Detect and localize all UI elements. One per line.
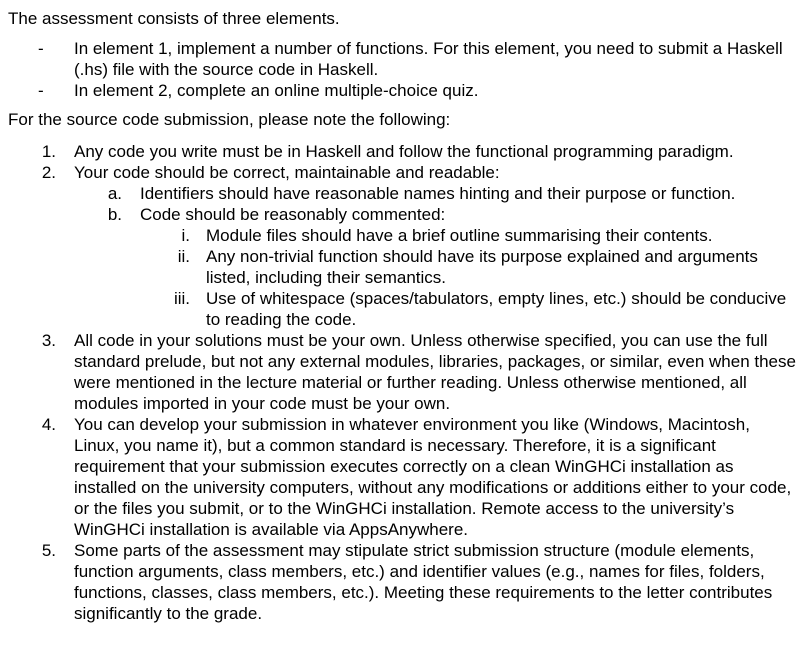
rule-item-2 (0, 162, 802, 183)
rule-item-3 (0, 330, 802, 414)
list-marker: 5. (41, 541, 56, 560)
list-item-text: Any code you write must be in Haskell and follow the functional programming paradigm. (74, 142, 734, 161)
list-marker: - (38, 39, 44, 58)
list-item-text: In element 1, implement a number of functions. For this element, you need to submit a Haskell (.hs) file with the source code in Haskell. (74, 39, 783, 79)
list-item-text: All code in your solutions must be your own. Unless otherwise specified, you can use the full standard prelude, but not any external modules, libraries, packages, or similar, even when these were mentioned in the lecture material or further reading. Unless otherwise mentioned, all modules imported in your code must be your own. (74, 331, 796, 413)
list-marker: b. (107, 205, 122, 224)
rule-subitem-2b-i (0, 225, 802, 246)
spacer (0, 101, 802, 109)
rule-subitem-2a (0, 183, 802, 204)
list-item-element-1 (0, 38, 802, 80)
list-item-text: Use of whitespace (spaces/tabulators, empty lines, etc.) should be conducive to reading the code. (206, 289, 787, 329)
list-marker: iii. (173, 289, 190, 308)
list-item-text: You can develop your submission in whatever environment you like (Windows, Macintosh, Linux, you name it), but a common standard is necessary. Therefore, it is a significant requirement that your submission executes correctly on a clean WinGHCi installation as installed on the university computers, without any modifications or additions either to your code, or the files you submit, or to the WinGHCi installation. Remote access to the university’s WinGHCi installation is available via AppsAnywhere. (74, 415, 792, 539)
list-item-text: Code should be reasonably commented: (140, 205, 446, 224)
list-item-text: Any non-trivial function should have its purpose explained and arguments listed, including their semantics. (206, 247, 758, 287)
rule-subitem-2b (0, 204, 802, 225)
list-marker: 1. (41, 142, 56, 161)
rule-subitem-2b-iii (0, 288, 802, 330)
list-item-text: Some parts of the assessment may stipulate strict submission structure (module elements, function arguments, class members, etc.) and identifier values (e.g., names for files, folders, functions, classes, class members, etc.). Meeting these requirements to the letter contributes significantly to the grade. (74, 541, 773, 623)
list-marker: a. (107, 184, 122, 203)
list-item-text: Module files should have a brief outline summarising their contents. (206, 226, 713, 245)
list-marker: i. (181, 226, 190, 245)
list-item-element-2 (0, 80, 802, 101)
spacer (0, 29, 802, 38)
spacer (0, 130, 802, 141)
rule-item-4 (0, 414, 802, 540)
rule-subitem-2b-ii (0, 246, 802, 288)
rule-item-1 (0, 141, 802, 162)
list-item-text: In element 2, complete an online multiple-choice quiz. (74, 81, 479, 100)
list-marker: 2. (41, 163, 56, 182)
list-marker: 3. (41, 331, 56, 350)
list-marker: - (38, 81, 44, 100)
list-item-text: Your code should be correct, maintainable and readable: (74, 163, 500, 182)
intro-paragraph: The assessment consists of three elements. (8, 9, 340, 28)
note-heading: For the source code submission, please note the following: (8, 110, 451, 129)
list-marker: 4. (41, 415, 56, 434)
list-item-text: Identifiers should have reasonable names hinting and their purpose or function. (140, 184, 736, 203)
list-marker: ii. (177, 247, 190, 266)
rule-item-5 (0, 540, 802, 624)
